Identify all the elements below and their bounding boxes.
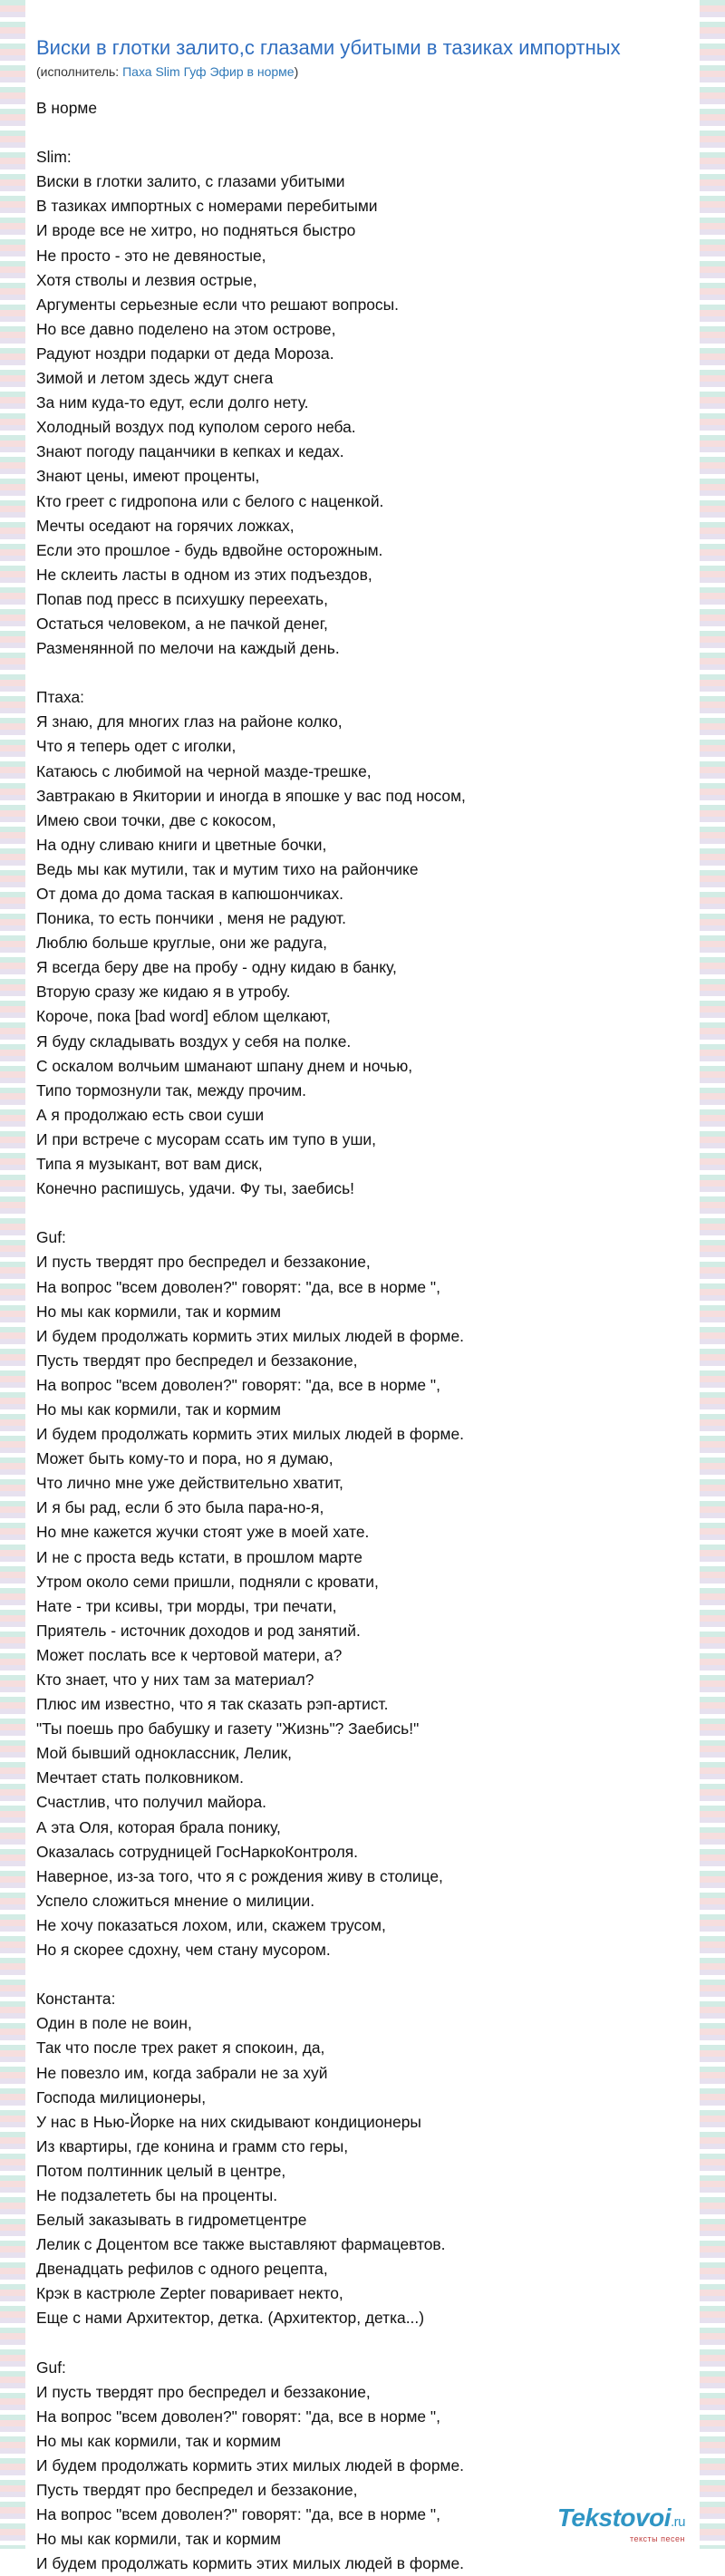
lyric-line: У нас в Нью-Йорке на них скидывают кондиционеры bbox=[36, 2112, 421, 2131]
lyric-line: Пусть твердят про беспредел и беззаконие, bbox=[36, 2481, 358, 2500]
site-logo[interactable] bbox=[557, 2504, 685, 2543]
lyric-line: Знают погоду пацанчики в кепках и кедах. bbox=[36, 442, 344, 461]
lyric-line: Но мы как кормили, так и кормим bbox=[36, 1302, 281, 1321]
lyric-line: Кто знает, что у них там за материал? bbox=[36, 1671, 314, 1689]
lyric-line: "Ты поешь про бабушку и газету "Жизнь"? Заебись!" bbox=[36, 1719, 420, 1738]
lyric-line: Еще с нами Архитектор, детка. (Архитектор, детка...) bbox=[36, 2309, 425, 2328]
lyric-line: Аргументы серьезные если что решают вопросы. bbox=[36, 295, 399, 314]
lyric-line: На одну сливаю книги и цветные бочки, bbox=[36, 835, 327, 854]
lyric-line: Типа я музыкант, вот вам диск, bbox=[36, 1155, 263, 1174]
lyric-line: А я продолжаю есть свои суши bbox=[36, 1105, 265, 1124]
lyrics-page bbox=[36, 34, 689, 2576]
lyric-line: И не с проста ведь кстати, в прошлом марте bbox=[36, 1547, 362, 1566]
lyric-line: Константа: bbox=[36, 1990, 116, 2009]
lyric-line: Так что после трех ракет я спокоин, да, bbox=[36, 2039, 325, 2058]
lyric-line bbox=[36, 661, 689, 685]
lyric-line: Я буду складывать воздух у себя на полке. bbox=[36, 1031, 352, 1051]
lyric-line: Успело сложиться мнение о милиции. bbox=[36, 1891, 315, 1910]
lyric-line: Крэк в кастрюле Zepter поваривает некто, bbox=[36, 2284, 343, 2303]
lyric-line: Но мы как кормили, так и кормим bbox=[36, 2530, 281, 2549]
logo-tagline: тексты песен bbox=[629, 2534, 685, 2543]
left-decorative-stripe bbox=[0, 0, 25, 2549]
lyric-line: Хотя стволы и лезвия острые, bbox=[36, 270, 257, 289]
lyric-line: Остаться человеком, а не пачкой денег, bbox=[36, 614, 328, 633]
lyric-line: И я бы рад, если б это была пара-но-я, bbox=[36, 1498, 324, 1517]
lyric-line: Потом полтинник целый в центре, bbox=[36, 2161, 286, 2180]
lyric-line: Поника, то есть пончики , меня не радуют. bbox=[36, 909, 346, 928]
lyric-line: Конечно распишусь, удачи. Фу ты, заебись! bbox=[36, 1179, 354, 1198]
lyric-line: Пусть твердят про беспредел и беззаконие, bbox=[36, 1351, 358, 1370]
lyric-line: На вопрос "всем доволен?" говорят: "да, все в норме ", bbox=[36, 2407, 440, 2426]
lyric-line: Имею свои точки, две с кокосом, bbox=[36, 810, 276, 829]
performer-prefix: (исполнитель: bbox=[36, 64, 123, 79]
lyric-line: Не хочу показаться лохом, или, скажем трусом, bbox=[36, 1915, 386, 1934]
lyric-line: Катаюсь с любимой на черной мазде-трешке, bbox=[36, 761, 372, 780]
lyric-line: Guf: bbox=[36, 1228, 66, 1247]
lyric-line: Оказалась сотрудницей ГосНаркоКонтроля. bbox=[36, 1842, 358, 1861]
lyric-line: Типо тормознули так, между прочим. bbox=[36, 1080, 307, 1099]
lyric-line: Мечтает стать полковником. bbox=[36, 1768, 244, 1787]
lyric-line: На вопрос "всем доволен?" говорят: "да, все в норме ", bbox=[36, 1375, 440, 1394]
lyric-line: На вопрос "всем доволен?" говорят: "да, все в норме ", bbox=[36, 1277, 440, 1296]
lyric-line: Приятель - источник доходов и род занятий. bbox=[36, 1621, 361, 1640]
lyric-line: Из квартиры, где конина и грамм сто геры, bbox=[36, 2136, 349, 2155]
lyrics-text bbox=[36, 96, 689, 2576]
lyric-line: Разменянной по мелочи на каждый день. bbox=[36, 639, 340, 658]
lyric-line bbox=[36, 1962, 689, 1987]
performer-link[interactable]: Паха Slim Гуф Эфир в норме bbox=[122, 64, 295, 79]
lyric-line: Холодный воздух под куполом серого неба. bbox=[36, 418, 356, 437]
lyric-line: А эта Оля, которая брала понику, bbox=[36, 1817, 281, 1836]
lyric-line: И будем продолжать кормить этих милых людей в форме. bbox=[36, 1425, 464, 1444]
lyric-line: Я знаю, для многих глаз на районе колко, bbox=[36, 712, 343, 731]
lyric-line: Но мне кажется жучки стоят уже в моей хате. bbox=[36, 1523, 370, 1542]
lyric-line: Но мы как кормили, так и кормим bbox=[36, 1399, 281, 1419]
lyric-line: И будем продолжать кормить этих милых людей в форме. bbox=[36, 1326, 464, 1345]
lyric-line: И вроде все не хитро, но подняться быстро bbox=[36, 221, 356, 240]
lyric-line: И пусть твердят про беспредел и беззаконие, bbox=[36, 2382, 371, 2401]
lyric-line: Не просто - это не девяностые, bbox=[36, 246, 266, 265]
lyric-line: И пусть твердят про беспредел и беззаконие, bbox=[36, 1253, 371, 1272]
lyric-line: Если это прошлое - будь вдвойне осторожным. bbox=[36, 540, 383, 559]
lyric-line: Не подзалететь бы на проценты. bbox=[36, 2185, 278, 2204]
lyric-line: Вторую сразу же кидаю я в утробу. bbox=[36, 983, 291, 1002]
lyric-line: Но я скорее сдохну, чем стану мусором. bbox=[36, 1941, 331, 1960]
lyric-line: Slim: bbox=[36, 148, 72, 167]
lyric-line: Мой бывший одноклассник, Лелик, bbox=[36, 1744, 292, 1763]
lyric-line: Попав под пресс в психушку переехать, bbox=[36, 589, 328, 608]
lyric-line: Утром около семи пришли, подняли с кровати, bbox=[36, 1572, 379, 1591]
lyric-line: Не склеить ласты в одном из этих подъездов, bbox=[36, 565, 372, 584]
lyric-line: С оскалом волчьим шманают шпану днем и ночью, bbox=[36, 1056, 413, 1075]
lyric-line: И при встрече с мусорам ссать им тупо в уши, bbox=[36, 1129, 376, 1148]
lyric-line: Наверное, из-за того, что я с рождения живу в столице, bbox=[36, 1866, 443, 1885]
lyric-line: На вопрос "всем доволен?" говорят: "да, все в норме ", bbox=[36, 2505, 440, 2524]
logo-name: Tekstovoi bbox=[556, 2503, 671, 2532]
logo-tld: .ru bbox=[670, 2514, 685, 2530]
lyric-line: Радуют ноздри подарки от деда Мороза. bbox=[36, 344, 334, 363]
lyric-line: Guf: bbox=[36, 2358, 66, 2377]
lyric-line: Зимой и летом здесь ждут снега bbox=[36, 369, 274, 388]
lyric-line: Виски в глотки залито, с глазами убитыми bbox=[36, 172, 345, 191]
lyric-line: Птаха: bbox=[36, 688, 84, 707]
lyric-line: В норме bbox=[36, 99, 98, 117]
lyric-line bbox=[36, 121, 689, 145]
lyric-line: И будем продолжать кормить этих милых людей в форме. bbox=[36, 2456, 464, 2474]
lyric-line: Но все давно поделено на этом острове, bbox=[36, 319, 336, 338]
lyric-line bbox=[36, 1201, 689, 1225]
lyric-line: Плюс им известно, что я так сказать рэп-артист. bbox=[36, 1695, 389, 1714]
lyric-line: Один в поле не воин, bbox=[36, 2014, 192, 2033]
right-decorative-stripe bbox=[700, 0, 725, 2549]
lyric-line: Люблю больше круглые, они же радуга, bbox=[36, 934, 327, 953]
lyric-line: Счастлив, что получил майора. bbox=[36, 1793, 266, 1812]
lyric-line: Но мы как кормили, так и кормим bbox=[36, 2431, 281, 2450]
performer-suffix: ) bbox=[294, 64, 299, 79]
lyric-line: Лелик с Доцентом все также выставляют фармацевтов. bbox=[36, 2235, 446, 2254]
song-title: Виски в глотки залито,с глазами убитыми в тазиках импортных bbox=[36, 36, 621, 59]
lyric-line: Не повезло им, когда забрали не за хуй bbox=[36, 2063, 328, 2082]
lyric-line: Что лично мне уже действительно хватит, bbox=[36, 1474, 343, 1493]
lyric-line: Завтракаю в Якитории и иногда в япошке у вас под носом, bbox=[36, 786, 466, 805]
lyric-line: Что я теперь одет с иголки, bbox=[36, 737, 237, 756]
lyric-line: И будем продолжать кормить этих милых людей в форме. bbox=[36, 2554, 464, 2573]
lyric-line: Может послать все к чертовой матери, а? bbox=[36, 1645, 343, 1664]
lyric-line: Короче, пока [bad word] еблом щелкают, bbox=[36, 1007, 331, 1026]
lyric-line bbox=[36, 2331, 689, 2356]
lyric-line: Я всегда беру две на пробу - одну кидаю в банку, bbox=[36, 958, 397, 977]
lyric-line: Кто греет с гидропона или с белого с наценкой. bbox=[36, 491, 384, 510]
lyric-line: Ведь мы как мутили, так и мутим тихо на райончике bbox=[36, 859, 419, 878]
lyric-line: В тазиках импортных с номерами перебитыми bbox=[36, 197, 378, 216]
lyric-line: Нате - три ксивы, три морды, три печати, bbox=[36, 1596, 337, 1615]
lyric-line: Мечты оседают на горячих ложках, bbox=[36, 516, 295, 535]
lyric-line: Знают цены, имеют проценты, bbox=[36, 467, 260, 486]
lyric-line: Двенадцать рефилов с одного рецепта, bbox=[36, 2260, 328, 2279]
lyric-line: Господа милиционеры, bbox=[36, 2087, 207, 2106]
performer-line bbox=[36, 63, 689, 80]
lyric-line: Белый заказывать в гидрометцентре bbox=[36, 2211, 307, 2230]
lyric-line: За ним куда-то едут, если долго нету. bbox=[36, 393, 309, 412]
lyric-line: От дома до дома таская в капюшончиках. bbox=[36, 885, 343, 903]
lyric-line: Может быть кому-то и пора, но я думаю, bbox=[36, 1449, 334, 1468]
